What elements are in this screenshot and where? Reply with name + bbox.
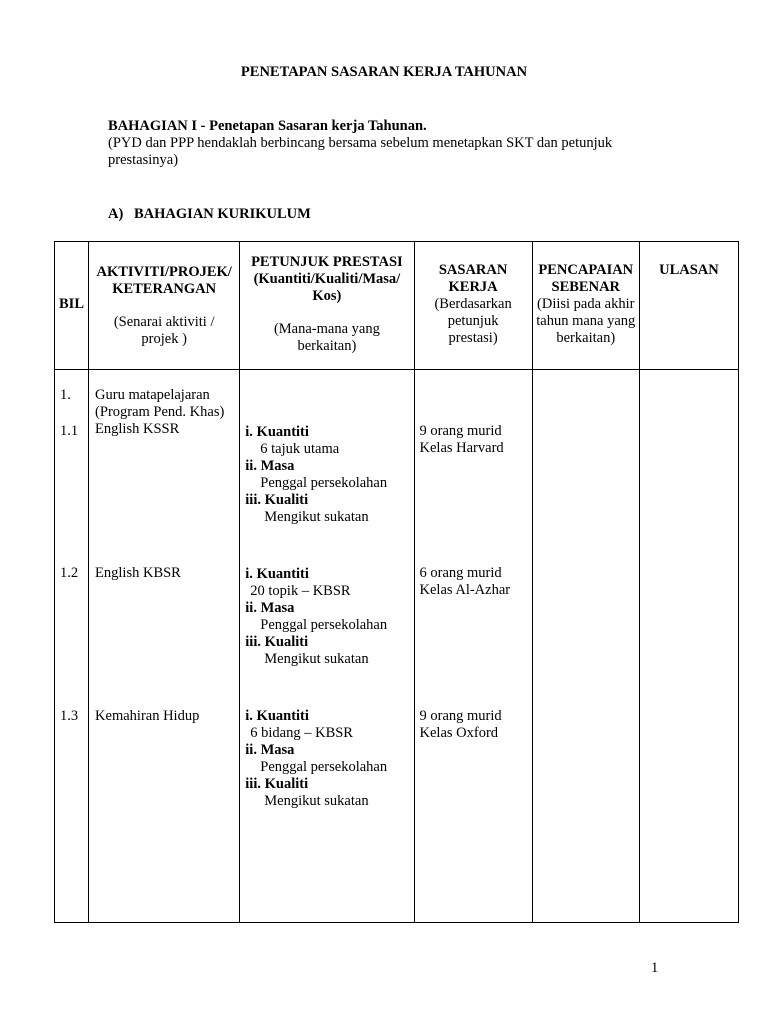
header-activity (89, 242, 240, 370)
row-3-quality-value: Mengikut sukatan (264, 793, 369, 809)
header-activity-note-2: projek ) (141, 331, 187, 347)
section-note-line1: (PYD dan PPP hendaklah berbincang bersama sebelum menetapkan SKT dan petunjuk (108, 135, 613, 151)
header-indicator-note-2: berkaitan) (297, 338, 357, 354)
row-1-indicator (245, 424, 387, 526)
row-3-quantity-value: 6 bidang – KBSR (250, 725, 353, 741)
table-header-row (55, 242, 739, 370)
row-2-indicator (245, 566, 387, 668)
row-2-number: 1.2 (60, 565, 79, 581)
row-2-quantity-value: 20 topik – KBSR (250, 583, 351, 599)
row-3-target (420, 708, 502, 742)
cell-bil (55, 370, 89, 923)
row-1-quality-value: Mengikut sukatan (264, 509, 369, 525)
header-remarks (639, 242, 738, 370)
row-3-target-line1: 9 orang murid (419, 708, 502, 724)
cell-indicator (240, 370, 414, 923)
header-target-note-1: (Berdasarkan (434, 296, 512, 312)
header-remarks-label: ULASAN (659, 262, 719, 278)
row-2-quality-label: iii. Kualiti (245, 634, 309, 650)
row-1-activity: English KSSR (95, 421, 180, 437)
header-achievement-note-3: berkaitan) (556, 330, 616, 346)
row-3-target-line2: Kelas Oxford (419, 725, 499, 741)
row-2-quality-value: Mengikut sukatan (264, 651, 369, 667)
row-3-time-value: Penggal persekolahan (260, 759, 388, 775)
cell-remarks[interactable] (639, 370, 738, 923)
row-1-quantity-value: 6 tajuk utama (260, 441, 340, 457)
row-3-number: 1.3 (60, 708, 79, 724)
header-indicator-title-2: (Kuantiti/Kualiti/Masa/ (253, 271, 401, 287)
intro-number: 1. (60, 387, 71, 403)
subsection-title: BAHAGIAN KURIKULUM (134, 206, 311, 222)
header-indicator-title-3: Kos) (312, 288, 342, 304)
section-note-line2: prestasinya) (108, 152, 179, 168)
header-target (414, 242, 532, 370)
header-target-title-2: KERJA (448, 279, 498, 295)
row-1-target-line1: 9 orang murid (419, 423, 502, 439)
header-target-note-3: prestasi) (448, 330, 498, 346)
subsection-letter: A) (108, 206, 124, 222)
row-1-target-line2: Kelas Harvard (419, 440, 504, 456)
header-achievement-note-2: tahun mana yang (536, 313, 636, 329)
row-2-quantity-label: i. Kuantiti (245, 566, 309, 582)
header-bil (55, 242, 89, 370)
page-number: 1 (651, 960, 659, 976)
row-1-quantity-label: i. Kuantiti (245, 424, 309, 440)
subsection-heading (108, 206, 311, 223)
header-achievement-title-1: PENCAPAIAN (538, 262, 634, 278)
header-indicator-title-1: PETUNJUK PRESTASI (251, 254, 403, 270)
header-achievement (532, 242, 639, 370)
section-heading: BAHAGIAN I - Penetapan Sasaran kerja Tahunan. (108, 118, 427, 134)
header-indicator (240, 242, 414, 370)
row-3-activity: Kemahiran Hidup (95, 708, 200, 724)
header-target-note-2: petunjuk (447, 313, 499, 329)
cell-target (414, 370, 532, 923)
row-2-time-value: Penggal persekolahan (260, 617, 388, 633)
row-1-quality-label: iii. Kualiti (245, 492, 309, 508)
intro-activity-line1: Guru matapelajaran (95, 387, 210, 403)
row-3-indicator (245, 708, 387, 810)
document-title: PENETAPAN SASARAN KERJA TAHUNAN (240, 64, 528, 80)
row-2-activity: English KBSR (95, 565, 181, 581)
header-activity-note-1: (Senarai aktiviti / (113, 314, 215, 330)
header-achievement-title-2: SEBENAR (551, 279, 621, 295)
header-activity-title-1: AKTIVITI/PROJEK/ (96, 264, 232, 280)
row-3-quality-label: iii. Kualiti (245, 776, 309, 792)
header-achievement-note-1: (Diisi pada akhir (537, 296, 635, 312)
row-3-quantity-label: i. Kuantiti (245, 708, 309, 724)
table-row (55, 370, 739, 923)
intro-activity-line2: (Program Pend. Khas) (95, 404, 225, 420)
row-1-number: 1.1 (60, 423, 79, 439)
header-indicator-note-1: (Mana-mana yang (273, 321, 380, 337)
cell-activity (89, 370, 240, 923)
header-bil-label: BIL (59, 296, 84, 312)
row-2-target-line2: Kelas Al-Azhar (419, 582, 511, 598)
skt-table (54, 241, 739, 923)
row-2-time-label: ii. Masa (245, 600, 295, 616)
section-heading-block (108, 118, 648, 169)
cell-achievement[interactable] (532, 370, 639, 923)
row-2-target (420, 565, 511, 599)
header-activity-title-2: KETERANGAN (112, 281, 217, 297)
row-1-time-value: Penggal persekolahan (260, 475, 388, 491)
row-3-time-label: ii. Masa (245, 742, 295, 758)
row-2-target-line1: 6 orang murid (419, 565, 502, 581)
row-1-time-label: ii. Masa (245, 458, 295, 474)
header-target-title-1: SASARAN (438, 262, 508, 278)
row-1-target (420, 423, 504, 457)
